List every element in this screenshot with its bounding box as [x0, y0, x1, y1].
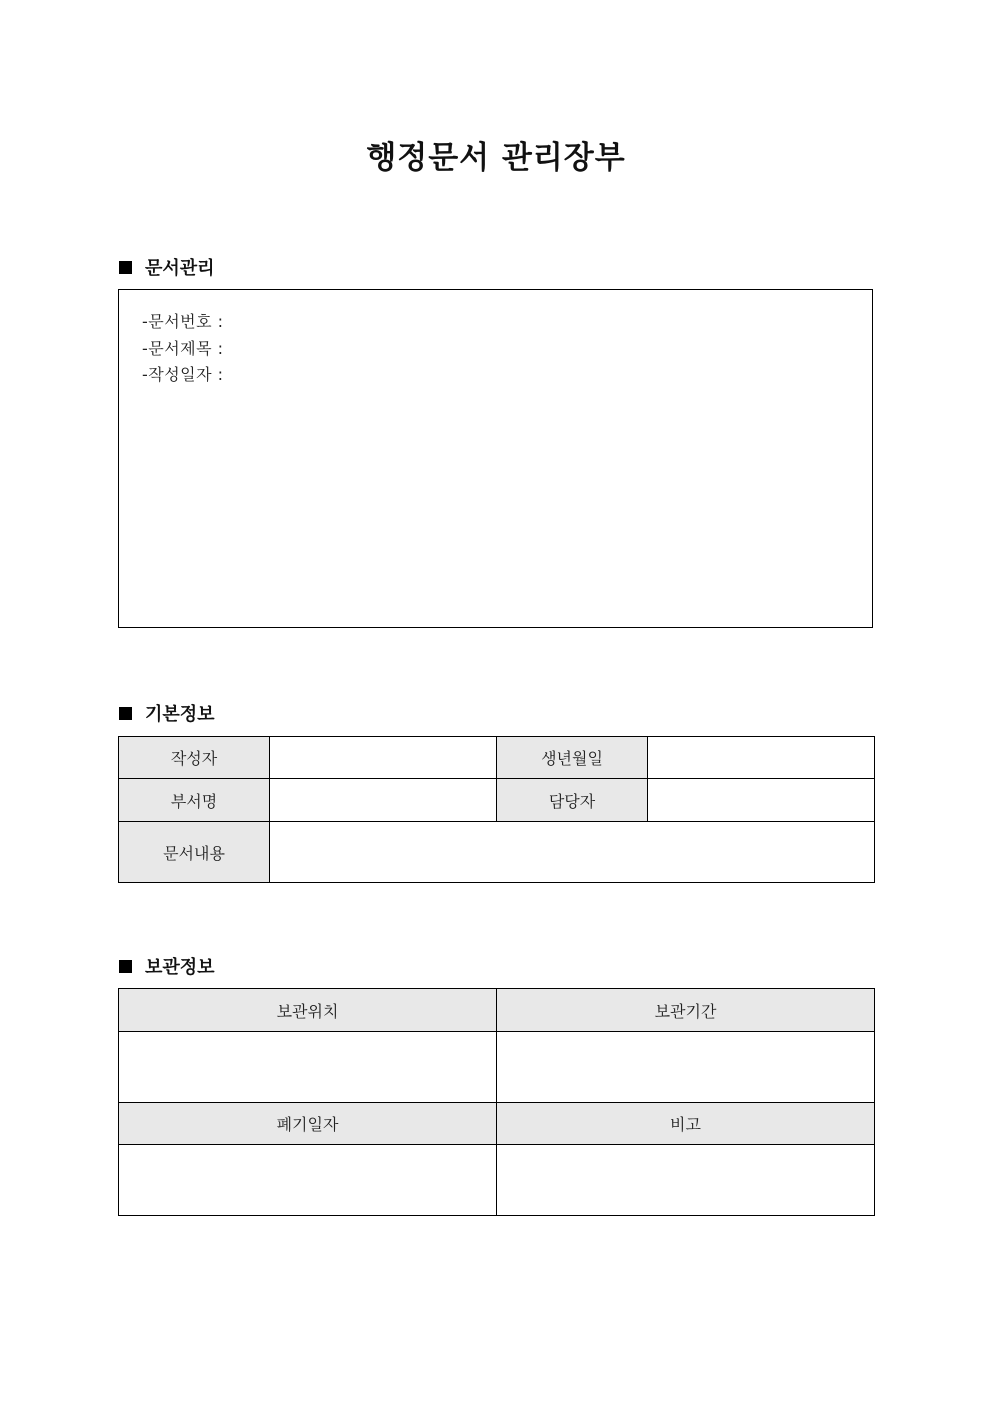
square-bullet-icon	[119, 707, 132, 720]
writer-label: 작성자	[119, 737, 270, 779]
department-field[interactable]	[270, 779, 497, 822]
period-field[interactable]	[497, 1032, 875, 1103]
manager-label: 담당자	[497, 779, 648, 822]
table-row	[119, 822, 875, 883]
doc-management-box	[118, 289, 873, 628]
content-label: 문서내용	[119, 822, 270, 883]
disposal-date-label: 폐기일자	[119, 1103, 497, 1145]
section-heading-doc-management	[119, 254, 215, 280]
department-label: 부서명	[119, 779, 270, 822]
remarks-label: 비고	[497, 1103, 875, 1145]
section-heading-storage-info	[119, 953, 215, 979]
manager-field[interactable]	[648, 779, 875, 822]
table-row	[119, 1103, 875, 1145]
square-bullet-icon	[119, 960, 132, 973]
content-field[interactable]	[270, 822, 875, 883]
section-heading-label: 문서관리	[145, 258, 215, 279]
square-bullet-icon	[119, 261, 132, 274]
birthdate-label: 생년월일	[497, 737, 648, 779]
writer-field[interactable]	[270, 737, 497, 779]
doc-number-line: -문서번호 :	[142, 312, 224, 331]
table-row	[119, 1032, 875, 1103]
doc-title-line: -문서제목 :	[142, 338, 224, 358]
section-heading-label: 보관정보	[145, 957, 215, 978]
table-row	[119, 989, 875, 1032]
table-row	[119, 1145, 875, 1216]
remarks-field[interactable]	[497, 1145, 875, 1216]
disposal-date-field[interactable]	[119, 1145, 497, 1216]
section-heading-label: 기본정보	[145, 704, 215, 725]
location-field[interactable]	[119, 1032, 497, 1103]
table-row	[119, 737, 875, 779]
table-row	[119, 779, 875, 822]
storage-info-table	[118, 988, 875, 1216]
section-heading-basic-info	[119, 700, 215, 726]
basic-info-table	[118, 736, 875, 883]
birthdate-field[interactable]	[648, 737, 875, 779]
document-title: 행정문서 관리장부	[366, 140, 626, 176]
location-label: 보관위치	[119, 989, 497, 1032]
period-label: 보관기간	[497, 989, 875, 1032]
doc-date-line: -작성일자 :	[142, 365, 224, 384]
